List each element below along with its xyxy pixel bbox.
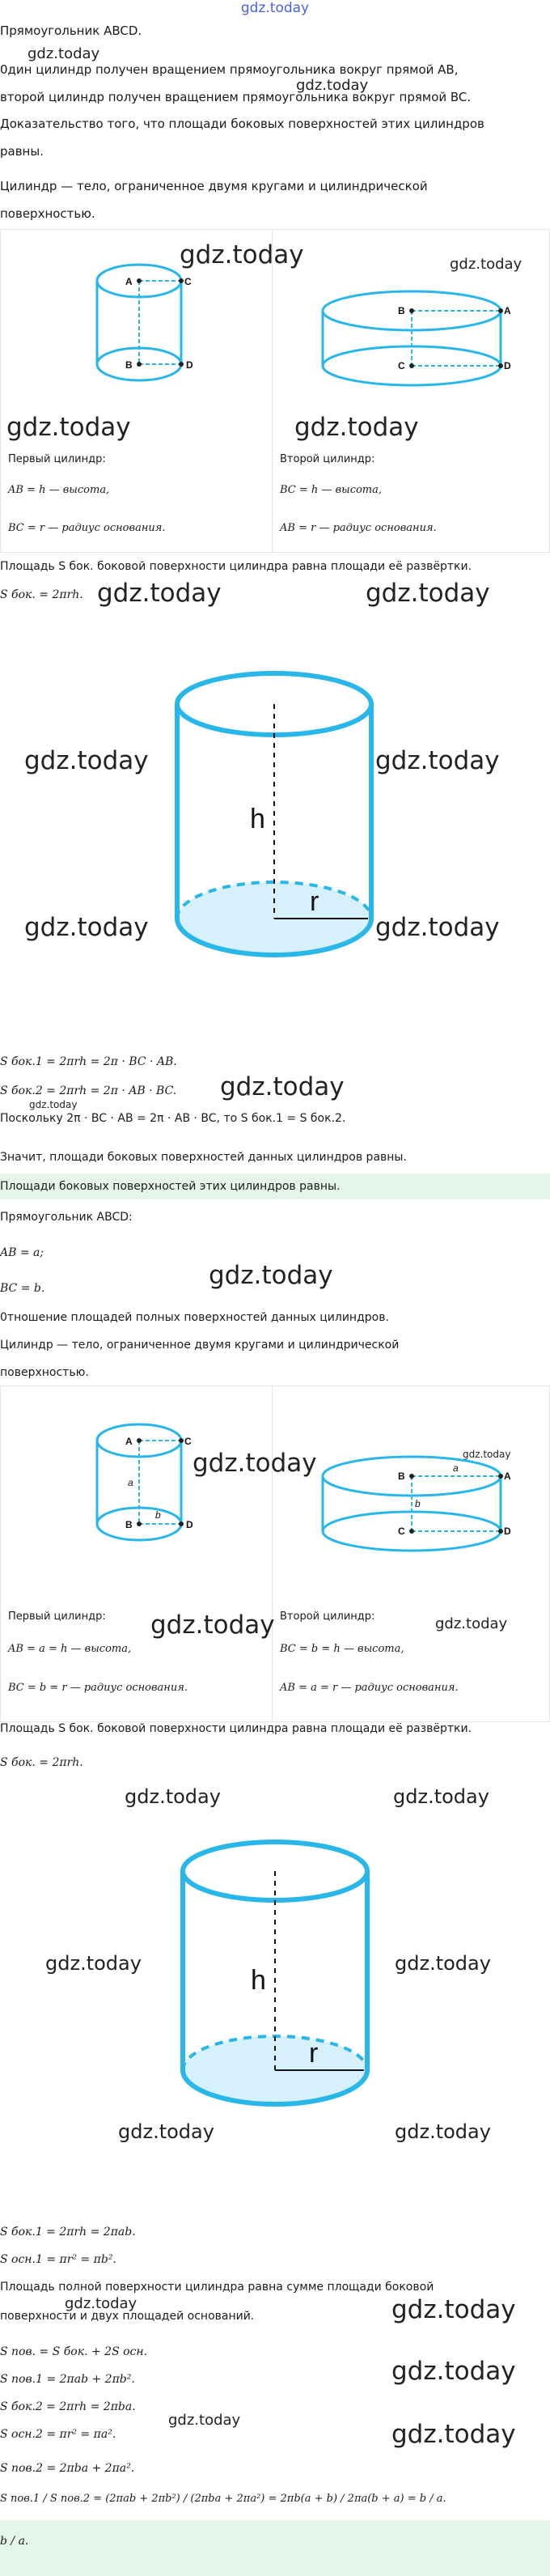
label-D: D xyxy=(504,360,511,371)
watermark: gdz.today xyxy=(391,2357,516,2386)
divider xyxy=(272,230,273,552)
text-rectangle: Прямоугольник ABCD: xyxy=(0,1211,133,1224)
label-h: h xyxy=(251,1965,266,1996)
second-cylinder-height: BC = b = h — высота, xyxy=(280,1643,404,1655)
first-cylinder-height: AB = a = h — высота, xyxy=(8,1643,132,1655)
label-a: a xyxy=(128,1477,133,1488)
watermark: gdz.today xyxy=(45,1952,142,1975)
label-A: A xyxy=(504,1470,511,1482)
label-D: D xyxy=(186,359,193,371)
label-A: A xyxy=(504,305,511,316)
second-cylinder-height: BC = h — высота, xyxy=(280,484,383,496)
cylinder-figure-first xyxy=(91,1415,204,1556)
given: BC = b. xyxy=(0,1282,45,1295)
label-C: C xyxy=(184,1436,192,1447)
watermark: gdz.today xyxy=(65,2295,138,2312)
label-r: r xyxy=(309,2038,319,2069)
formula: S бок.1 = 2πrh = 2πab. xyxy=(0,2226,136,2239)
label-D: D xyxy=(504,1526,511,1537)
formula: S осн.1 = πr² = πb². xyxy=(0,2253,116,2266)
watermark: gdz.today xyxy=(118,2120,214,2143)
label-C: C xyxy=(184,276,192,287)
given: AB = a; xyxy=(0,1246,44,1259)
cylinder-figure-big xyxy=(166,668,388,983)
watermark: gdz.today xyxy=(391,2420,516,2449)
watermark: gdz.today xyxy=(435,1615,508,1632)
label-C: C xyxy=(398,360,405,371)
watermark: gdz.today xyxy=(180,240,304,269)
watermark: gdz.today xyxy=(24,913,149,942)
watermark: gdz.today xyxy=(463,1449,511,1460)
text-line: Цилиндр — тело, ограниченное двумя кругами и цилиндрической xyxy=(0,1339,400,1352)
watermark: gdz.today xyxy=(29,1099,78,1110)
watermark: gdz.today xyxy=(168,2412,241,2429)
label-B: B xyxy=(125,1519,133,1530)
answer-text: b / a. xyxy=(0,2535,29,2548)
label-D: D xyxy=(186,1519,193,1530)
text-line: второй цилиндр получен вращением прямоугольника вокруг прямой BC. xyxy=(0,90,472,104)
label-a: a xyxy=(453,1462,459,1474)
label-B: B xyxy=(125,359,133,371)
text-line: поверхностью. xyxy=(0,1366,89,1379)
first-cylinder-radius: BC = b = r — радиус основания. xyxy=(8,1682,188,1694)
first-cylinder-title: Первый цилиндр: xyxy=(8,453,106,465)
watermark: gdz.today xyxy=(375,746,500,775)
watermark: gdz.today xyxy=(28,45,100,62)
text-line: равны. xyxy=(0,144,44,159)
label-C: C xyxy=(398,1526,405,1537)
figure-panel xyxy=(0,229,550,553)
cylinder-figure-second xyxy=(317,285,519,390)
label-r: r xyxy=(310,886,319,917)
watermark: gdz.today xyxy=(395,1952,491,1975)
text-line: Значит, площади боковых поверхностей данных цилиндров равны. xyxy=(0,1151,407,1164)
label-B: B xyxy=(398,305,405,316)
text-line: Доказательство того, что площади боковых поверхностей этих цилиндров xyxy=(0,117,484,131)
text-line: поверхностью. xyxy=(0,206,95,221)
cylinder-figure-big xyxy=(171,1835,382,2135)
answer-highlight xyxy=(0,2520,550,2576)
formula: Поскольку 2π · BC · AB = 2π · AB · BC, то S бок.1 = S бок.2. xyxy=(0,1112,346,1125)
first-cylinder-height: AB = h — высота, xyxy=(8,484,110,496)
label-b: b xyxy=(415,1498,421,1509)
text-line: поверхности и двух площадей оснований. xyxy=(0,2310,255,2323)
cylinder-figure-second xyxy=(317,1450,519,1555)
formula: S бок. = 2πrh. xyxy=(0,588,83,601)
watermark: gdz.today xyxy=(366,579,490,608)
text-line: Цилиндр — тело, ограниченное двумя кругами и цилиндрической xyxy=(0,179,428,193)
text-line: Площадь S бок. боковой поверхности цилиндра равна площади её развёртки. xyxy=(0,1722,472,1735)
watermark: gdz.today xyxy=(220,1072,345,1101)
formula: S бок. = 2πrh. xyxy=(0,1756,83,1769)
watermark: gdz.today xyxy=(391,2295,516,2324)
second-cylinder-title: Второй цилиндр: xyxy=(280,453,375,465)
label-B: B xyxy=(398,1470,405,1482)
text-line: 0дин цилиндр получен вращением прямоугольника вокруг прямой AB, xyxy=(0,62,459,77)
cylinder-figure-first xyxy=(91,255,204,397)
first-cylinder-radius: BC = r — радиус основания. xyxy=(8,522,166,534)
first-cylinder-title: Первый цилиндр: xyxy=(8,1611,106,1623)
divider xyxy=(272,1386,273,1721)
formula: S бок.2 = 2πrh = 2π · AB · BC. xyxy=(0,1084,177,1097)
formula-ratio: S пов.1 / S пов.2 = (2πab + 2πb²) / (2πba + 2πa²) = 2πb(a + b) / 2πa(b + a) = b / a. xyxy=(0,2493,446,2505)
text-line: Площадь полной поверхности цилиндра равна сумме площади боковой xyxy=(0,2281,434,2294)
second-cylinder-title: Второй цилиндр: xyxy=(280,1611,375,1623)
text-rectangle: Прямоугольник ABCD. xyxy=(0,23,142,38)
watermark: gdz.today xyxy=(125,1785,221,1808)
second-cylinder-radius: AB = r — радиус основания. xyxy=(280,522,437,534)
label-A: A xyxy=(125,1436,133,1447)
formula: S пов.1 = 2πab + 2πb². xyxy=(0,2373,135,2386)
watermark: gdz.today xyxy=(150,1611,275,1640)
label-A: A xyxy=(125,276,133,287)
text-line: 0тношение площадей полных поверхностей данных цилиндров. xyxy=(0,1311,389,1324)
watermark: gdz.today xyxy=(296,77,369,94)
site-logo[interactable]: gdz.today xyxy=(240,0,310,16)
formula: S бок.1 = 2πrh = 2π · BC · AB. xyxy=(0,1055,177,1068)
watermark: gdz.today xyxy=(97,579,222,608)
watermark: gdz.today xyxy=(192,1449,317,1478)
answer-text: Площади боковых поверхностей этих цилиндров равны. xyxy=(0,1180,341,1193)
formula: S бок.2 = 2πrh = 2πba. xyxy=(0,2400,136,2413)
formula: S пов. = S бок. + 2S осн. xyxy=(0,2345,148,2358)
label-h: h xyxy=(250,804,265,834)
watermark: gdz.today xyxy=(209,1261,333,1290)
watermark: gdz.today xyxy=(6,413,131,442)
watermark: gdz.today xyxy=(24,746,149,775)
second-cylinder-radius: AB = a = r — радиус основания. xyxy=(280,1682,459,1694)
watermark: gdz.today xyxy=(393,1785,489,1808)
watermark: gdz.today xyxy=(395,2120,491,2143)
label-b: b xyxy=(155,1509,161,1521)
watermark: gdz.today xyxy=(375,913,500,942)
formula: S осн.2 = πr² = πa². xyxy=(0,2428,116,2441)
watermark: gdz.today xyxy=(294,413,419,442)
text-line: Площадь S бок. боковой поверхности цилиндра равна площади её развёртки. xyxy=(0,560,472,573)
watermark: gdz.today xyxy=(450,256,522,273)
formula: S пов.2 = 2πba + 2πa². xyxy=(0,2462,135,2475)
